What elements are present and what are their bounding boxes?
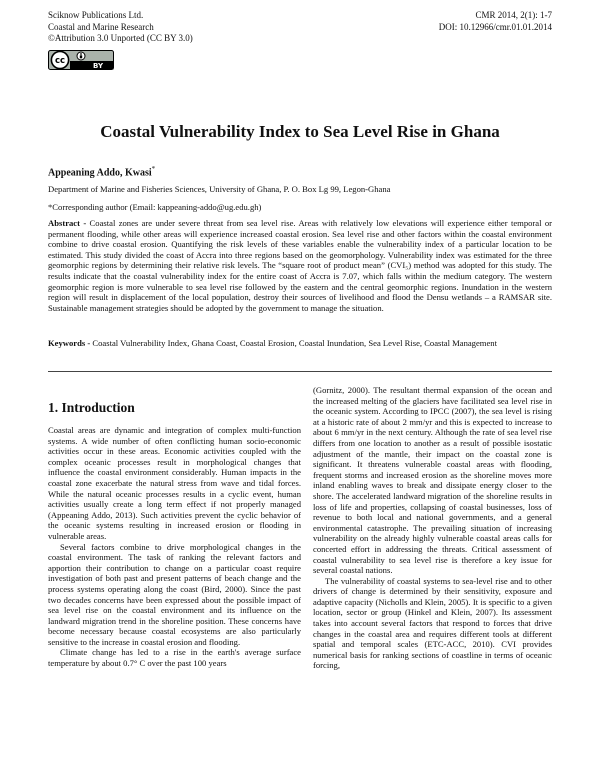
body-paragraph: The vulnerability of coastal systems to sea-level rise and to other drivers of change is determined by their sensitivity, exposure and adaptive capacity (Nicholls and Klein, 2005). It is specific to a given location, sector or group (Hinkel and Klein, 2007). Its assessment takes into account several factors that respond to forces that drive changes in the coastal area and requires different tools at different spatial and temporal scales (ETC-ACC, 2010). CVI provides numerical basis for ranking sections of coastline in terms of oceanic forcing, <box>313 575 552 671</box>
keywords-label: Keywords - <box>48 338 91 348</box>
journal-header-right <box>439 10 552 33</box>
cc-badge-label: BY <box>93 62 104 70</box>
citation-info: CMR 2014, 2(1): 1-7 <box>475 10 552 20</box>
cc-by-license-icon <box>48 50 114 70</box>
body-paragraph: Several factors combine to drive morphological changes in the coastal environment. The task of ranking the relevant factors and apportion their contribution to change on a particular coast require investigation of both past and present patterns of beach change and the process systems operating along the coast (Bird, 2000). Since the past two decades concerns have been expressed about the possible impact of sea level rise on the coastal environment and its influence on the landward migration trend in the shoreline position. These concerns have become necessary because coastal ecosystems are also particularly sensitive to the increase in coastal erosion and flooding. <box>48 541 301 647</box>
journal-name: Coastal and Marine Research <box>48 21 154 32</box>
journal-header-left <box>48 10 193 45</box>
keywords-text: Coastal Vulnerability Index, Ghana Coast, Coastal Erosion, Coastal Inundation, Sea Level Rise, Coastal Management <box>90 338 497 348</box>
affiliation: Department of Marine and Fisheries Sciences, University of Ghana, P. O. Box Lg 99, Legon-Ghana <box>48 184 391 194</box>
cc-badge-text: cc <box>54 56 66 67</box>
left-column <box>48 425 301 669</box>
doi-text: DOI: 10.12966/cmr.01.01.2014 <box>438 21 552 32</box>
abstract-text: Coastal zones are under severe threat from sea level rise. Areas with relatively low elevations will experience either temporal or permanent flooding, while other areas will experience increased coastal erosion. Sea level rise and other factors within the coastal environment combine to drive coastal erosion. Quantifying the risk levels of these variables enable the vulnerability index of a particular location to be estimated. This study divided the coast of Accra into three regions based on the geomorphology. Vulnerability index was estimated for the three geomorphic regions by determining their relative risk levels. The “square root of product mean” (CVI₅) method was adopted for this study. The results indicate that the coastal vulnerability index for the entire coast of Accra is 7.07, which falls within the medium category. The western geomorphic region is more vulnerable to sea level rise followed by the eastern and the central geomorphic regions. Inundation in the western region will result in displacement of the local population, destroy their sources of livelihood and flood the Densu wetlands – a RAMSAR site. Sustainable management strategies should be adopted by the government to manage the situation. <box>48 218 552 313</box>
license-text: ©Attribution 3.0 Unported (CC BY 3.0) <box>48 33 193 43</box>
section-divider <box>48 371 552 372</box>
keywords <box>48 338 552 349</box>
author-line <box>48 165 155 178</box>
body-paragraph: (Gornitz, 2000). The resultant thermal expansion of the ocean and the increased melting of the glaciers have facilitated sea level rise in the oceanic system. According to IPCC (2007), the sea level is rising at a historic rate of about 2 mm/yr and this is expected to increase to about 6 mm/yr in the next century. Although the rate of sea level rise differs from one location to another as a result of possible isostatic adjustment of the mantle, their impact on the coastal zone is significant. It threatens vulnerable coastal areas with flooding, frequent storms and increased erosion as the shoreline moves more inland enabling waves to break and dissipate energy closer to the shore. The accelerated landward migration of the shoreline results in loss of life and properties, collapsing of coastal businesses, loss of revenue to both local and national governments, and a general environmental catastrophe. The prevailing situation of increasing vulnerability on the already highly vulnerable coastal areas calls for concerted effort in addressing the threats. Critical assessment of coastal vulnerability to sea level rise is therefore a key issue for several coastal nations. <box>313 385 552 576</box>
publisher-name: Sciknow Publications Ltd. <box>48 10 144 20</box>
corresponding-marker: * <box>151 165 156 173</box>
abstract <box>48 218 552 313</box>
body-paragraph: Coastal areas are dynamic and integration of complex multi-function systems. A wide number of often conflicting human socio-economic activities occur in these areas. Economic activities coupled with the complex oceanic processes result in morphological changes that influence the coastal environment considerably. Human impacts in the coastal zone exacerbate the natural stress from wave and tidal forces. While the natural oceanic processes results in a cyclic event, human activities usually create a long term effect if not properly managed (Appeaning Addo, 2013). Such activities prevent the cyclic behavior of the oceanic systems resulting in increased erosion or flooding in vulnerable areas. <box>48 425 301 541</box>
introduction-heading: 1. Introduction <box>48 400 135 415</box>
corresponding-author: *Corresponding author (Email: kappeaning-addo@ug.edu.gh) <box>48 202 262 212</box>
author-name: Appeaning Addo, Kwasi <box>48 167 152 179</box>
abstract-label: Abstract - <box>48 218 87 228</box>
body-paragraph: Climate change has led to a rise in the earth's average surface temperature by about 0.7° C over the past 100 years <box>48 647 301 669</box>
paper-title: Coastal Vulnerability Index to Sea Level Rise in Ghana <box>100 122 500 141</box>
right-column <box>313 385 552 671</box>
